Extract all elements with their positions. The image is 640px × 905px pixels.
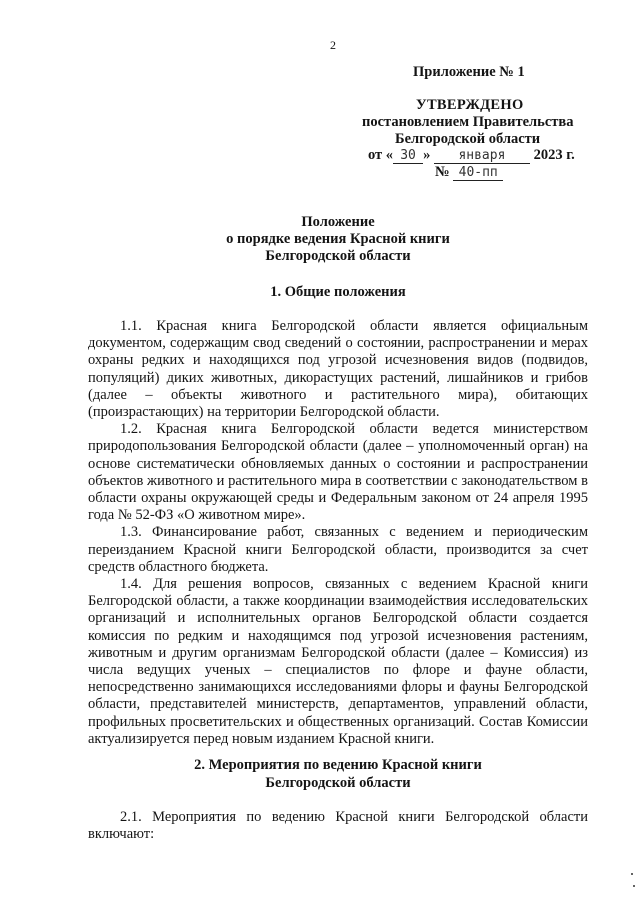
paragraph-1-1: 1.1. Красная книга Белгородской области является официальным документом, содержащим свод сведений о состоянии, распространении и мерах охраны редких и находящихся под угрозой исчезновения видов (подвидов, популяций) диких животных, дикорастущих растений, лишайников и грибов (далее – объекты животного и растительного мира), обитающих (произрастающих) на территории Белгородской области. — [88, 318, 588, 421]
section2-heading-line1: 2. Мероприятия по ведению Красной книги — [194, 757, 482, 773]
scan-speck — [633, 885, 635, 887]
approved-by-line2: Белгородской области — [395, 131, 541, 147]
section2-heading-line2: Белгородской области — [265, 774, 411, 791]
date-day: 30 — [393, 148, 423, 164]
page-number: 2 — [330, 38, 336, 52]
number-value: 40-пп — [453, 165, 503, 181]
section2-body — [88, 809, 588, 843]
approval-number — [435, 164, 503, 181]
approved-stamp-title: УТВЕРЖДЕНО — [416, 97, 524, 113]
section1-body — [88, 318, 588, 748]
paragraph-2-1: 2.1. Мероприятия по ведению Красной книги Белгородской области включают: — [88, 809, 588, 843]
date-mid: » — [423, 147, 431, 163]
number-prefix: № — [435, 164, 450, 180]
title-line2: о порядке ведения Красной книги — [226, 231, 450, 247]
paragraph-1-2: 1.2. Красная книга Белгородской области ведется министерством природопользования Белгородской области (далее – уполномоченный орган) на основе систематически обновляемых данных о состоянии и распространении объектов животного и растительного мира в соответствии с законодательством в области охраны окружающей среды и Федеральным законом от 24 апреля 1995 года № 52-ФЗ «О животном мире». — [88, 421, 588, 524]
paragraph-1-3: 1.3. Финансирование работ, связанных с ведением и периодическим переизданием Красной книги Белгородской области, производится за счет средств областного бюджета. — [88, 524, 588, 575]
appendix-label: Приложение № 1 — [413, 64, 525, 80]
section1-heading: 1. Общие положения — [270, 284, 406, 300]
title-line3: Белгородской области — [265, 248, 411, 264]
approval-date — [368, 147, 575, 164]
scan-speck — [631, 873, 633, 875]
approved-by-line1: постановлением Правительства — [362, 114, 574, 130]
title-line1: Положение — [301, 214, 375, 230]
date-prefix: от « — [368, 147, 394, 163]
paragraph-1-4: 1.4. Для решения вопросов, связанных с ведением Красной книги Белгородской области, а также координации взаимодействия исследовательских организаций и исполнительных органов Белгородской области создается комиссия по редким и находящимся под угрозой исчезновения растениям, животным и другим организмам Белгородской области (далее – Комиссия) из числа ведущих ученых – специалистов по флоре и фауне области, непосредственно занимающихся исследованиями флоры и фауны Белгородской области, представителей министерств, департаментов, управлений области, профильных просветительских и общественных организаций. Состав Комиссии актуализируется перед новым изданием Красной книги. — [88, 576, 588, 747]
date-year: 2023 г. — [533, 147, 575, 163]
section2-heading — [0, 757, 640, 792]
date-month: января — [434, 148, 530, 164]
